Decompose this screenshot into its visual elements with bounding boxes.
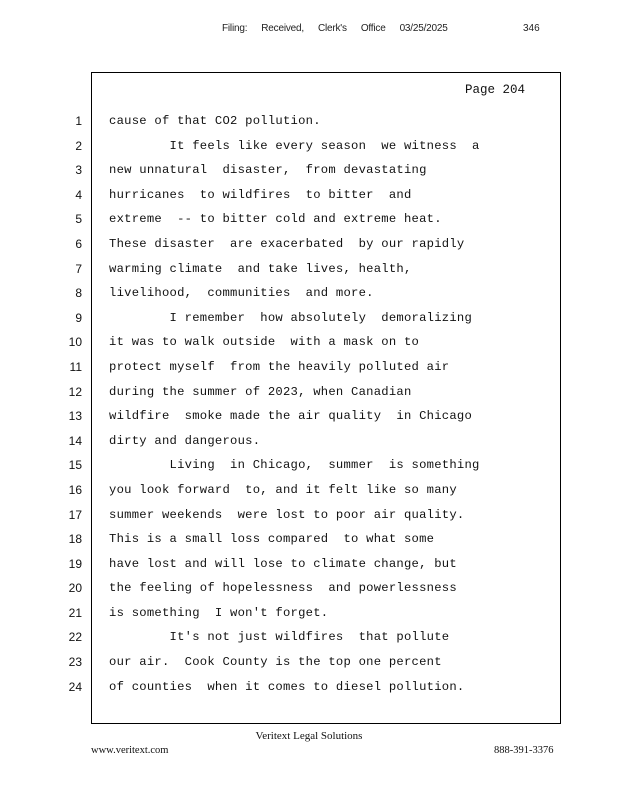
transcript-text-column	[109, 113, 549, 703]
transcript-line: our air. Cook County is the top one percent	[109, 655, 442, 670]
transcript-line: of counties when it comes to diesel pollution.	[109, 679, 465, 694]
transcript-page-label: Page 204	[464, 83, 525, 97]
transcript-line: the feeling of hopelessness and powerlessness	[109, 581, 457, 596]
transcript-line: These disaster are exacerbated by our rapidly	[109, 236, 465, 251]
line-number: 2	[75, 138, 82, 153]
line-number: 1	[75, 114, 82, 128]
footer-phone: 888-391-3376	[494, 745, 554, 756]
filing-label: Filing:	[222, 23, 248, 34]
transcript-line: dirty and dangerous.	[109, 433, 261, 448]
transcript-line: cause of that CO2 pollution.	[109, 114, 321, 128]
transcript-line: have lost and will lose to climate change, but	[109, 556, 457, 571]
transcript-line: it was to walk outside with a mask on to	[109, 335, 420, 350]
line-number: 16	[68, 482, 82, 497]
transcript-line: Living in Chicago, summer is something	[109, 458, 480, 473]
line-number-column	[58, 113, 82, 703]
line-number: 22	[68, 630, 82, 645]
transcript-line: hurricanes to wildfires to bitter and	[109, 187, 412, 202]
transcript-line: warming climate and take lives, health,	[109, 261, 412, 276]
transcript-line: is something I won't forget.	[109, 605, 329, 620]
filing-date: 03/25/2025	[399, 23, 448, 34]
transcript-line: I remember how absolutely demoralizing	[109, 310, 473, 325]
line-number: 8	[75, 286, 82, 301]
clerks-label: Clerk's	[317, 23, 347, 34]
footer-company: Veritext Legal Solutions	[255, 730, 363, 742]
line-number: 24	[68, 679, 82, 694]
line-number: 9	[75, 310, 82, 325]
line-number-divider	[91, 108, 92, 703]
line-number: 5	[75, 212, 82, 227]
transcript-line: protect myself from the heavily polluted air	[109, 359, 450, 374]
line-number: 10	[68, 335, 82, 350]
line-number: 18	[68, 532, 82, 547]
line-number: 7	[75, 261, 82, 276]
line-number: 13	[68, 409, 82, 424]
office-label: Office	[360, 23, 386, 34]
line-number: 23	[68, 655, 82, 670]
line-number: 3	[75, 163, 82, 178]
line-number: 4	[75, 187, 82, 202]
filing-header	[0, 23, 618, 39]
transcript-line: livelihood, communities and more.	[109, 286, 374, 301]
transcript-line: during the summer of 2023, when Canadian	[109, 384, 412, 399]
received-label: Received,	[261, 23, 304, 34]
transcript-line: wildfire smoke made the air quality in Chicago	[109, 409, 473, 424]
transcript-line: new unnatural disaster, from devastating	[109, 163, 427, 178]
footer-website: www.veritext.com	[91, 745, 169, 756]
line-number: 12	[68, 384, 82, 399]
line-number: 6	[75, 236, 82, 251]
line-number: 15	[68, 458, 82, 473]
transcript-line: This is a small loss compared to what some	[109, 532, 435, 547]
line-number: 20	[68, 581, 82, 596]
line-number: 11	[69, 359, 82, 374]
line-number: 17	[68, 507, 82, 522]
filing-page-number: 346	[523, 23, 540, 34]
transcript-line: It feels like every season we witness a	[109, 138, 480, 153]
transcript-line: extreme -- to bitter cold and extreme heat.	[109, 212, 442, 227]
transcript-line: summer weekends were lost to poor air quality.	[109, 507, 465, 522]
line-number: 21	[68, 605, 82, 620]
filing-stamp	[222, 23, 462, 34]
transcript-line: It's not just wildfires that pollute	[109, 630, 450, 645]
line-number: 14	[68, 433, 82, 448]
transcript-line: you look forward to, and it felt like so many	[109, 482, 457, 497]
line-number: 19	[68, 556, 82, 571]
